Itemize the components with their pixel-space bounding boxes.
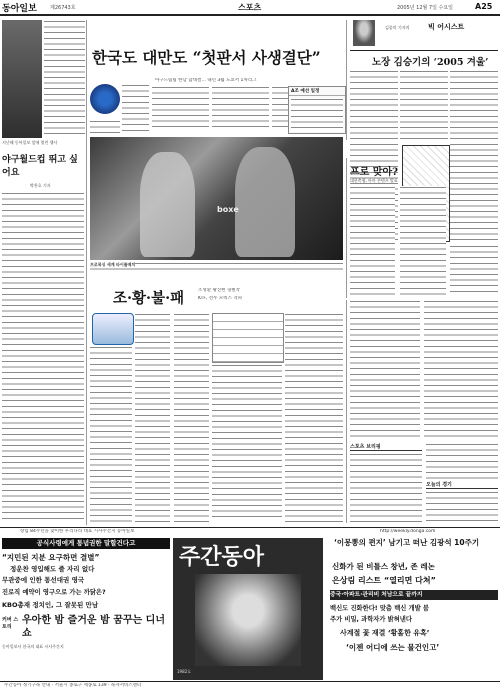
masthead [0, 0, 500, 14]
ad-right-line6: 주가 비밀, 과학자가 밝혀낸다 [330, 616, 412, 623]
footer-rule [0, 681, 500, 682]
ad-right-line3: 은상림 리스트 “열리면 다쳐” [332, 576, 436, 585]
today-games-title: 오늘의 경기 [426, 481, 498, 489]
section-title: 스포츠 [238, 3, 262, 12]
briefing-text [350, 453, 422, 523]
feature-col-5 [90, 346, 132, 522]
ad-left-line2: “지민된 지분 요구하면 결별” [2, 553, 100, 562]
pro-article-2 [400, 186, 446, 296]
today-games-box [426, 443, 498, 523]
ad-right [326, 538, 498, 680]
cover-photo [195, 574, 301, 666]
ad-banner-text: 창립 84주년을 맞이한 우리나라 대표 시사주간지 동아일보 [20, 529, 135, 534]
boxing-photo [90, 137, 343, 260]
ad-right-line5: 백신도 진화한다! 맞춤 백신 개발 붐 [330, 605, 429, 612]
score-table [212, 313, 284, 363]
main-article-col5 [90, 120, 120, 134]
ad-right-line2: 신화가 된 비틀스 창년, 존 레논 [332, 562, 435, 571]
feature-col-1 [135, 313, 170, 523]
right-lower-2 [424, 300, 498, 440]
ad-left-line5: 진로직 예약이 영구으로 가는 까닭은? [2, 589, 106, 596]
column-title-rule [350, 50, 498, 51]
columnist-portrait [353, 20, 375, 46]
schedule-box-title: A조 예선 일정 [289, 87, 345, 96]
ad-left-tag: 커버 스토리 [2, 617, 19, 630]
right-lower-1 [350, 300, 420, 440]
pro-rule [346, 158, 347, 298]
masthead-rule [0, 14, 500, 16]
ad-left-line1: 공식사령에게 통념권한 말할건다고 [2, 538, 170, 549]
pro-article-3 [450, 245, 498, 295]
main-headline: 한국도 대만도 “첫판서 사생결단” [92, 48, 321, 67]
newspaper-logo: 동아일보 [2, 4, 37, 14]
schedule-table [291, 98, 343, 132]
column-title: 빅 어시스트 [428, 23, 465, 31]
column-text-2 [400, 70, 448, 142]
ad-right-line7: 사계절 꽃 재결 ‘황홀한 유혹’ [340, 629, 430, 637]
ad-left-big: 우아한 밤 즐거운 밤 꿈꾸는 디너쇼 [22, 615, 165, 639]
boxer-left [140, 152, 195, 257]
feature-col-4 [285, 313, 343, 523]
column-top-rule [346, 20, 347, 140]
ad-left-foot: 동아일보사 한국의 대표 시사주간지 [2, 644, 64, 649]
ad-banner-url[interactable]: http://weekly.donga.com [380, 529, 436, 534]
boxer-right [235, 147, 295, 257]
today-games-text [426, 491, 498, 523]
left-column-divider [86, 20, 87, 525]
main-subhead: 아구드림팀 한남 합대결… 내년 3월 도쿄서 1차리그 [155, 78, 257, 83]
issue-number: 제26743호 [50, 5, 76, 11]
feature-col-2 [174, 313, 209, 523]
feature-col-3 [212, 364, 282, 522]
cover-issue: 1982호 [177, 669, 192, 674]
main-article-col1 [122, 84, 149, 134]
boxing-caption-title: 프로복싱 세계 타이틀매치 [90, 262, 136, 267]
column-kicker: 김종미 기자의 [385, 25, 410, 30]
page-number: A25 [475, 2, 493, 11]
ad-right-line1: ‘이몽뽕의 편지’ 남기고 떠난 김광석 10주기 [334, 538, 480, 547]
pro-subtitle: 대한축협, 아마 콘텐츠 발표 [350, 178, 398, 183]
left-column-byline: 박찬호 기자 [30, 183, 51, 188]
left-column-title: 야구월드컵 뛰고 싶어요 [2, 155, 78, 178]
ad-top-rule [0, 527, 500, 528]
feature-sub2: KTF, 선두 모비스 격파 [198, 296, 243, 301]
wbc-logo [90, 84, 120, 114]
magazine-cover [173, 538, 323, 680]
briefing-box [350, 443, 422, 523]
pro-article-1 [350, 186, 395, 296]
ad-right-line8: ‘이젠 어디에 쓰는 물건인고’ [346, 643, 440, 652]
feature-sub1: 조성환 황진현 형벌작 [198, 288, 240, 293]
briefing-title: 스포츠 브리핑 [350, 443, 422, 451]
ad-right-line4: 중국·아파트·관리비 처남으로 끝까지 [330, 590, 498, 600]
boxing-caption [90, 262, 343, 274]
kbl-logo [92, 313, 134, 345]
left-column-text [44, 20, 85, 138]
footer-text: 주간동아 정기구독 안내 · 서울시 종로구 세종로 139 · 독자서비스센터 [4, 683, 142, 688]
magazine-brand: 주간동아 [179, 544, 265, 570]
ad-left-line4: 무관중에 인한 통선대권 영국 [2, 576, 85, 584]
column-text-3 [450, 70, 498, 240]
pro-title: 프로 맞아? [350, 167, 398, 178]
ad-left [2, 538, 170, 680]
feature-title: 조·황·불·패 [113, 290, 185, 307]
right-lower-rule [346, 300, 347, 523]
main-article-col3 [212, 86, 269, 132]
today-notice-text [426, 443, 498, 479]
schedule-box [288, 86, 346, 134]
player-photo [2, 20, 42, 138]
photo-caption: 지난해 동아일보 앞에 열린 행사 [2, 140, 58, 145]
ring-sign: boxe [217, 205, 239, 214]
issue-date: 2005년 12월 7일 수요일 [397, 5, 454, 11]
main-article-col2 [152, 86, 209, 132]
ad-left-line6: KBO총재 정치인, 그 잘못된 만남 [2, 601, 99, 609]
column-subtitle: 노장 김승기의 ‘2005 겨울’ [372, 57, 489, 68]
left-column-article [2, 192, 84, 522]
ad-left-line3: 정운찬 영입해도 줄 자리 없다 [10, 565, 95, 573]
